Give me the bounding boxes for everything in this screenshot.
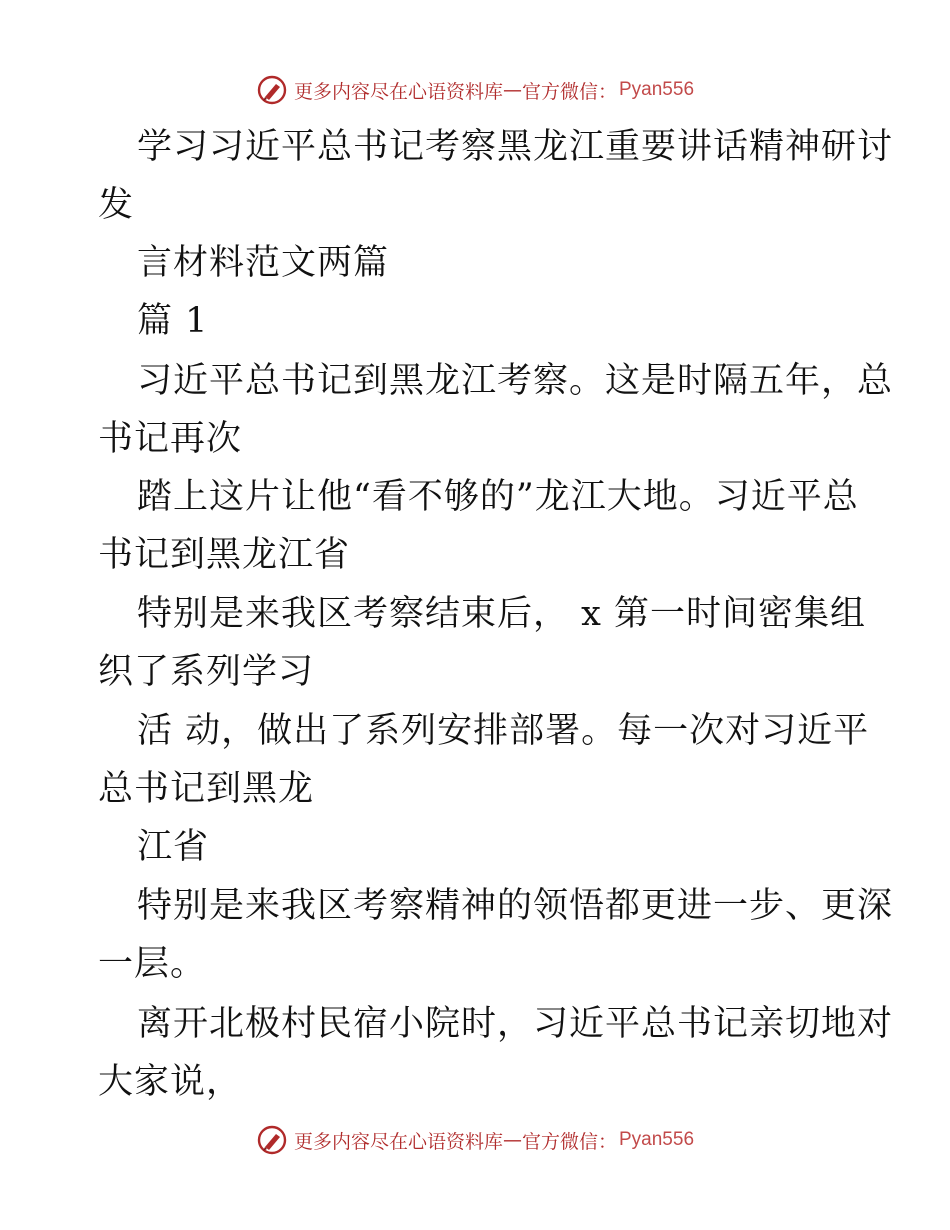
- watermark-wechat-id: Pyan556: [619, 1129, 695, 1150]
- paragraph-line: 踏上这片让他“看不够的”龙江大地。习近平总: [137, 477, 859, 517]
- watermark-official-label: 官方微信：: [521, 80, 617, 103]
- paragraph-line: 特别是来我区考察精神的领悟都更进一步、更深: [137, 886, 894, 926]
- paragraph-line: 大家说，: [98, 1062, 243, 1102]
- title-line-1: 学习习近平总书记考察黑龙江重要讲话精神研讨: [137, 127, 894, 167]
- paragraph-line: 离开北极村民宿小院时，习近平总书记亲切地对: [137, 1004, 894, 1044]
- watermark-wechat-id: Pyan556: [619, 79, 695, 100]
- paragraph-line: 特别是来我区考察结束后， x 第一时间密集组: [137, 594, 866, 634]
- paragraph-line: 一层。: [98, 944, 207, 984]
- watermark-site-text: 更多内容尽在心语资料库: [293, 80, 503, 103]
- watermark-dash: —: [502, 79, 522, 101]
- footer-watermark: [0, 1120, 950, 1160]
- paragraph-line: 书记到黑龙江省: [98, 535, 351, 575]
- watermark-official-label: 官方微信：: [521, 1130, 617, 1153]
- watermark-dash: —: [502, 1129, 522, 1151]
- paragraph-line: 书记再次: [98, 419, 243, 459]
- watermark-site-text: 更多内容尽在心语资料库: [293, 1130, 503, 1153]
- paragraph-line: 织了系列学习: [98, 652, 315, 692]
- pen-logo-icon: [256, 1124, 288, 1156]
- paragraph-line: 活 动，做出了系列安排部署。每一次对习近平: [137, 711, 870, 751]
- paragraph-line: 习近平总书记到黑龙江考察。这是时隔五年，总: [137, 361, 894, 401]
- title-line-2: 发: [98, 185, 135, 225]
- title-line-3: 言材料范文两篇: [137, 243, 390, 283]
- paragraph-line: 江省: [137, 827, 210, 867]
- paragraph-line: 总书记到黑龙: [98, 769, 315, 809]
- section-heading: 篇 1: [137, 301, 209, 341]
